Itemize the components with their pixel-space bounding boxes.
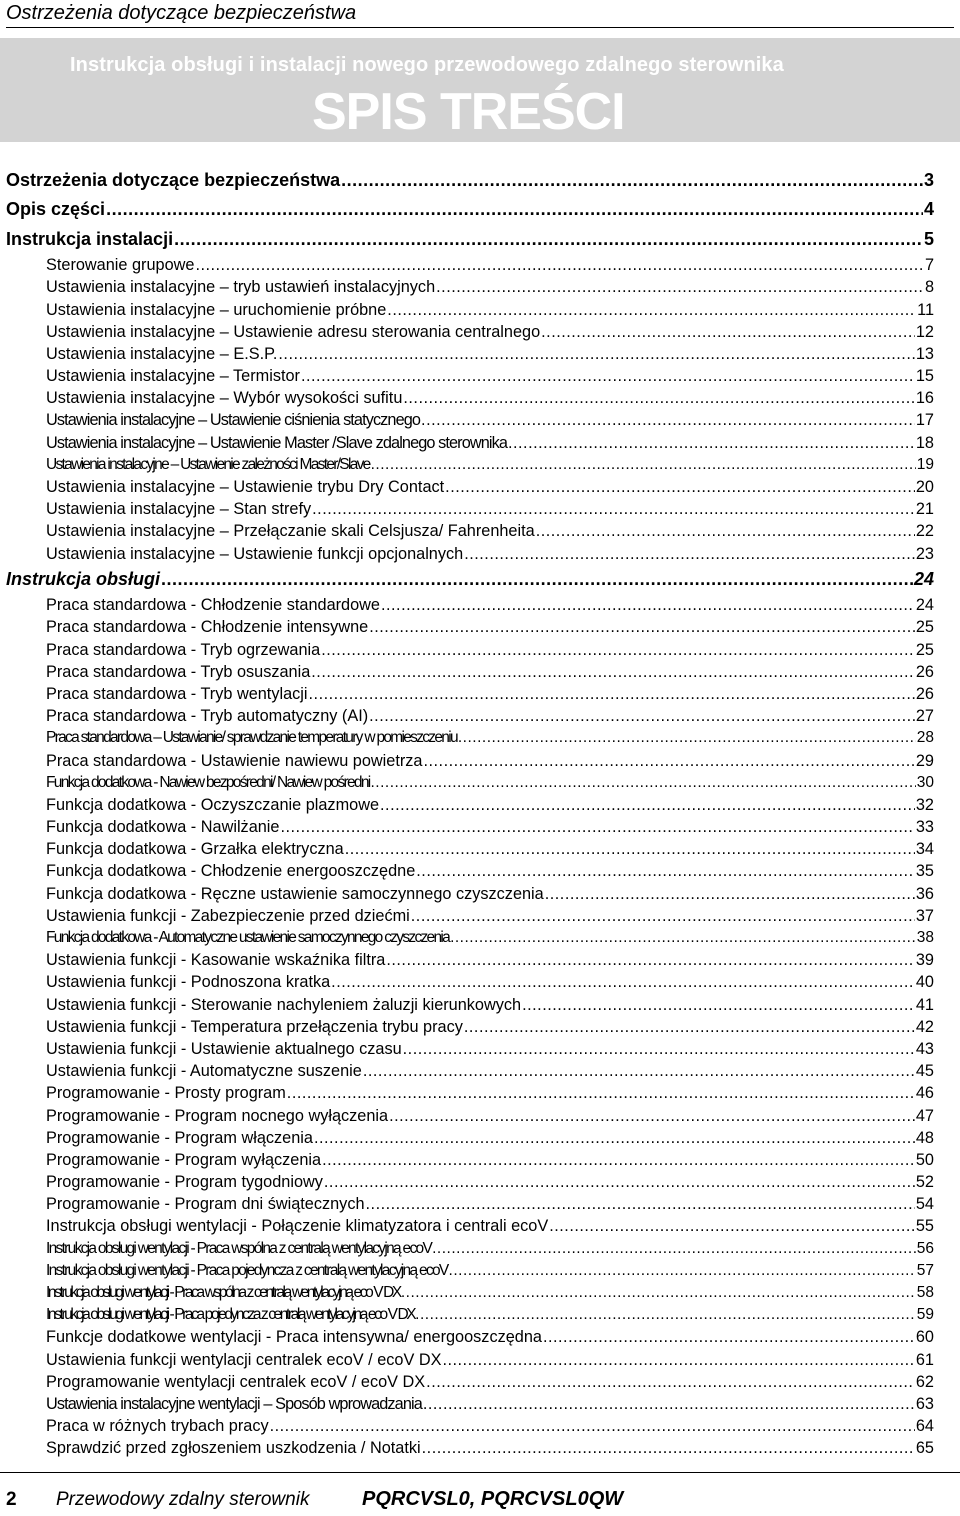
title-banner: [0, 38, 960, 142]
toc-leader-dots: [536, 520, 915, 542]
toc-entry[interactable]: [0, 927, 960, 949]
toc-page-number: 40: [915, 973, 934, 992]
toc-page-number: 16: [915, 389, 934, 408]
toc-page-number: 29: [915, 751, 934, 770]
toc-page-number: 23: [915, 544, 934, 563]
toc-entry[interactable]: [0, 794, 960, 816]
toc-leader-dots: [371, 454, 916, 476]
toc-entry-label: Sprawdzić przed zgłoszeniem uszkodzenia / Notatki: [46, 1439, 421, 1458]
toc-leader-dots: [416, 860, 915, 882]
toc-entry-label: Praca w różnych trybach pracy: [46, 1417, 269, 1436]
toc-leader-dots: [541, 321, 915, 343]
toc-entry[interactable]: [0, 195, 960, 224]
toc-entry-label: Praca standardowa - Tryb osuszania: [46, 662, 311, 681]
toc-page-number: 17: [915, 411, 934, 430]
toc-leader-dots: [314, 1127, 915, 1149]
toc-entry-label: Ustawienia funkcji - Temperatura przełączenia trybu pracy: [46, 1017, 463, 1036]
toc-entry-label: Praca standardowa – Ustawianie/ sprawdzanie temperatury w pomieszczeniu: [46, 729, 457, 747]
toc-page-number: 19: [916, 455, 934, 473]
toc-entry[interactable]: [0, 1326, 960, 1348]
toc-leader-dots: [426, 1371, 915, 1393]
toc-entry-label: Ustawienia funkcji - Ustawienie aktualnego czasu: [46, 1039, 402, 1058]
toc-page-number: 25: [915, 618, 934, 637]
toc-entry[interactable]: [0, 543, 960, 565]
toc-page-number: 7: [924, 256, 934, 275]
toc-entry-label: Praca standardowa - Tryb ogrzewania: [46, 640, 321, 659]
toc-entry-label: Praca standardowa - Chłodzenie intensywne: [46, 618, 369, 637]
toc-leader-dots: [545, 883, 915, 905]
toc-leader-dots: [386, 949, 915, 971]
toc-leader-dots: [522, 994, 915, 1016]
toc-leader-dots: [369, 705, 915, 727]
toc-page-number: 21: [915, 500, 934, 519]
toc-leader-dots: [161, 565, 913, 594]
toc-page-number: 8: [924, 278, 934, 297]
banner-subtitle: Instrukcja obsługi i instalacji nowego przewodowego zdalnego sterownika: [70, 54, 784, 76]
toc-page-number: 24: [915, 596, 934, 615]
toc-leader-dots: [389, 1105, 915, 1127]
toc-page-number: 32: [915, 795, 934, 814]
toc-entry-label: Praca standardowa - Tryb wentylacji: [46, 684, 308, 703]
toc-entry-label: Ustawienia funkcji - Kasowanie wskaźnika filtra: [46, 951, 386, 970]
toc-entry-label: Ustawienia instalacyjne – Termistor: [46, 367, 300, 386]
toc-entry-label: Sterowanie grupowe: [46, 256, 195, 275]
toc-page-number: 39: [915, 951, 934, 970]
toc-page-number: 25: [915, 640, 934, 659]
toc-page-number: 38: [916, 929, 934, 946]
toc-entry-label: Ustawienia instalacyjne – Przełączanie skali Celsjusza/ Fahrenheita: [46, 522, 535, 541]
toc-entry-label: Instrukcja obsługi wentylacji - Praca wspólna z centralą wentylacyjną eco V DX: [46, 1284, 400, 1301]
toc-entry[interactable]: [0, 905, 960, 927]
toc-page-number: 30: [916, 773, 934, 791]
toc-entry-label: Ustawienia instalacyjne – Ustawienie Master /Slave zdalnego sterownika: [46, 433, 507, 452]
toc-entry[interactable]: [0, 1016, 960, 1038]
toc-page-number: 50: [915, 1150, 934, 1169]
toc-leader-dots: [423, 1393, 915, 1415]
toc-leader-dots: [401, 1282, 916, 1304]
toc-entry-label: Praca standardowa - Tryb automatyczny (AI): [46, 707, 369, 726]
toc-entry[interactable]: [0, 750, 960, 772]
toc-page-number: 59: [916, 1306, 934, 1324]
toc-page-number: 26: [915, 684, 934, 703]
toc-entry[interactable]: [0, 1393, 960, 1415]
toc-entry[interactable]: [0, 321, 960, 343]
toc-page-number: 47: [915, 1106, 934, 1125]
toc-page-number: 45: [915, 1062, 934, 1081]
toc-leader-dots: [442, 1349, 914, 1371]
toc-entry[interactable]: [0, 1082, 960, 1104]
toc-entry-label: Ustawienia instalacyjne – Ustawienie adresu sterowania centralnego: [46, 322, 541, 341]
toc-leader-dots: [543, 1326, 915, 1348]
toc-page-number: 43: [915, 1039, 934, 1058]
toc-entry-label: Ustawienia instalacyjne – tryb ustawień instalacyjnych: [46, 278, 436, 297]
toc-page-number: 60: [915, 1328, 934, 1347]
toc-entry-label: Instrukcja obsługi: [6, 568, 161, 589]
toc-entry-label: Ustawienia instalacyjne – Wybór wysokości sufitu: [46, 389, 403, 408]
toc-entry-label: Ustawienia funkcji - Podnoszona kratka: [46, 973, 331, 992]
toc-entry[interactable]: [0, 225, 960, 254]
toc-page-number: 65: [915, 1439, 934, 1458]
page-footer: [0, 1472, 960, 1510]
toc-entry[interactable]: [0, 276, 960, 298]
toc-entry[interactable]: [0, 476, 960, 498]
toc-leader-dots: [280, 816, 914, 838]
toc-entry[interactable]: [0, 661, 960, 683]
toc-leader-dots: [403, 387, 915, 409]
toc-page-number: 48: [915, 1128, 934, 1147]
toc-page-number: 34: [915, 840, 934, 859]
toc-entry[interactable]: [0, 1282, 960, 1304]
page-header-title: Ostrzeżenia dotyczące bezpieczeństwa: [6, 2, 954, 28]
toc-page-number: 64: [915, 1417, 934, 1436]
toc-leader-dots: [464, 1016, 915, 1038]
toc-entry[interactable]: [0, 1238, 960, 1260]
toc-page-number: 22: [915, 522, 934, 541]
toc-entry[interactable]: [0, 1038, 960, 1060]
toc-page-number: 35: [915, 862, 934, 881]
toc-leader-dots: [341, 166, 923, 195]
toc-leader-dots: [403, 1038, 915, 1060]
toc-entry-label: Instrukcja obsługi wentylacji - Praca wspólna z centralą wentylacyjną ecoV: [46, 1239, 432, 1257]
toc-page-number: 42: [915, 1017, 934, 1036]
toc-entry-label: Programowanie - Program nocnego wyłączenia: [46, 1106, 389, 1125]
toc-page-number: 54: [915, 1195, 934, 1214]
toc-leader-dots: [331, 971, 915, 993]
toc-page-number: 52: [915, 1173, 934, 1192]
toc-leader-dots: [421, 409, 915, 431]
toc-entry-label: Funkcja dodatkowa - Chłodzenie energooszczędne: [46, 862, 416, 881]
toc-leader-dots: [415, 1304, 916, 1326]
toc-entry-label: Ustawienia instalacyjne wentylacji – Sposób wprowadzania: [46, 1394, 422, 1413]
toc-entry-label: Ustawienia funkcji - Automatyczne suszenie: [46, 1062, 362, 1081]
toc-page-number: 20: [915, 478, 934, 497]
toc-page-number: 5: [923, 228, 934, 249]
toc-entry[interactable]: [0, 520, 960, 542]
toc-entry[interactable]: [0, 705, 960, 727]
toc-entry-label: Ustawienia funkcji - Zabezpieczenie przed dziećmi: [46, 906, 410, 925]
toc-entry-label: Funkcja dodatkowa - Oczyszczanie plazmowe: [46, 795, 380, 814]
toc-entry-label: Funkcje dodatkowe wentylacji - Praca intensywna/ energooszczędna: [46, 1328, 542, 1347]
toc-entry[interactable]: [0, 1149, 960, 1171]
toc-leader-dots: [464, 543, 915, 565]
toc-page-number: 11: [917, 300, 934, 319]
toc-entry[interactable]: [0, 816, 960, 838]
toc-page-number: 3: [923, 170, 934, 190]
toc-entry[interactable]: [0, 432, 960, 454]
toc-entry[interactable]: [0, 594, 960, 616]
toc-leader-dots: [106, 195, 923, 224]
toc-leader-dots: [380, 794, 915, 816]
toc-page-number: 46: [915, 1084, 934, 1103]
toc-page-number: 24: [913, 568, 934, 589]
toc-leader-dots: [458, 727, 916, 749]
toc-page-number: 28: [916, 729, 934, 747]
banner-title: SPIS TREŚCI: [312, 83, 625, 141]
toc-page-number: 56: [916, 1239, 934, 1257]
table-of-contents: [0, 166, 960, 1460]
toc-entry[interactable]: [0, 454, 960, 476]
toc-leader-dots: [422, 1437, 915, 1459]
toc-entry-label: Programowanie - Program dni świątecznych: [46, 1195, 365, 1214]
toc-entry[interactable]: [0, 365, 960, 387]
toc-entry[interactable]: [0, 1215, 960, 1237]
toc-entry-label: Programowanie - Program włączenia: [46, 1128, 313, 1147]
toc-leader-dots: [322, 1149, 915, 1171]
toc-entry-label: Programowanie - Program tygodniowy: [46, 1173, 323, 1192]
toc-page-number: 33: [915, 818, 934, 837]
toc-leader-dots: [321, 639, 915, 661]
toc-leader-dots: [366, 1193, 915, 1215]
toc-entry-label: Funkcja dodatkowa - Grzałka elektryczna: [46, 840, 344, 859]
toc-leader-dots: [508, 432, 915, 454]
toc-leader-dots: [423, 750, 914, 772]
toc-entry[interactable]: [0, 860, 960, 882]
toc-entry[interactable]: [0, 1437, 960, 1459]
toc-page-number: 41: [915, 995, 934, 1014]
toc-entry-label: Praca standardowa - Ustawienie nawiewu powietrza: [46, 751, 423, 770]
toc-entry-label: Ustawienia instalacyjne – Ustawienie ciśnienia statycznego: [46, 411, 421, 430]
toc-leader-dots: [309, 683, 915, 705]
toc-entry[interactable]: [0, 683, 960, 705]
toc-leader-dots: [195, 254, 924, 276]
toc-leader-dots: [369, 616, 915, 638]
toc-entry-label: Ustawienia instalacyjne – Ustawienie trybu Dry Contact: [46, 478, 445, 497]
toc-entry[interactable]: [0, 498, 960, 520]
toc-leader-dots: [174, 225, 923, 254]
toc-entry-label: Ustawienia instalacyjne – Ustawienie zależności Master/Slave: [46, 455, 370, 473]
toc-entry[interactable]: [0, 1349, 960, 1371]
toc-page-number: 12: [915, 322, 934, 341]
toc-entry-label: Ustawienia instalacyjne – Ustawienie funkcji opcjonalnych: [46, 544, 464, 563]
toc-leader-dots: [436, 276, 924, 298]
toc-page-number: 15: [915, 367, 934, 386]
toc-entry[interactable]: [0, 949, 960, 971]
toc-leader-dots: [363, 1060, 915, 1082]
toc-entry[interactable]: [0, 616, 960, 638]
toc-leader-dots: [301, 365, 915, 387]
toc-entry-label: Instrukcja obsługi wentylacji - Praca pojedyncza z centralą wentylacyjną eco V DX: [46, 1306, 415, 1324]
toc-entry[interactable]: [0, 299, 960, 321]
toc-entry-label: Programowanie - Prosty program: [46, 1084, 286, 1103]
toc-entry[interactable]: [0, 971, 960, 993]
toc-entry[interactable]: [0, 639, 960, 661]
toc-page-number: 37: [915, 906, 934, 925]
toc-entry[interactable]: [0, 1415, 960, 1437]
toc-page-number: 62: [915, 1372, 934, 1391]
footer-model: PQRCVSL0, PQRCVSL0QW: [362, 1488, 624, 1510]
toc-entry-label: Funkcja dodatkowa - Ręczne ustawienie samoczynnego czyszczenia: [46, 884, 544, 903]
toc-entry[interactable]: [0, 727, 960, 749]
toc-entry[interactable]: [0, 1371, 960, 1393]
toc-page-number: 13: [915, 344, 934, 363]
toc-entry-label: Instrukcja obsługi wentylacji - Połączenie klimatyzatora i centrali ecoV: [46, 1217, 549, 1236]
toc-entry-label: Ostrzeżenia dotyczące bezpieczeństwa: [6, 170, 341, 190]
toc-entry-label: Ustawienia funkcji wentylacji centralek ecoV / ecoV DX: [46, 1350, 442, 1369]
toc-entry-label: Ustawienia instalacyjne – Stan strefy: [46, 500, 312, 519]
toc-leader-dots: [287, 1082, 915, 1104]
toc-entry-label: Funkcja dodatkowa - Nawiew bezpośredni/ Nawiew pośredni: [46, 773, 370, 791]
toc-entry[interactable]: [0, 166, 960, 195]
toc-leader-dots: [387, 299, 916, 321]
toc-entry-label: Programowanie - Program wyłączenia: [46, 1150, 322, 1169]
toc-page-number: 26: [915, 662, 934, 681]
toc-leader-dots: [270, 1415, 915, 1437]
toc-entry-label: Opis części: [6, 199, 106, 220]
toc-entry-label: Programowanie wentylacji centralek ecoV / ecoV DX: [46, 1372, 426, 1391]
toc-entry[interactable]: [0, 387, 960, 409]
toc-leader-dots: [445, 476, 915, 498]
toc-page-number: 61: [915, 1350, 934, 1369]
toc-leader-dots: [324, 1171, 915, 1193]
toc-leader-dots: [449, 1260, 916, 1282]
toc-entry[interactable]: [0, 409, 960, 431]
toc-entry-label: Instrukcja obsługi wentylacji - Praca pojedyncza z centralą wentylacyjną ecoV: [46, 1261, 448, 1279]
toc-entry-label: Ustawienia funkcji - Sterowanie nachyleniem żaluzji kierunkowych: [46, 995, 522, 1014]
toc-entry[interactable]: [0, 994, 960, 1016]
toc-page-number: 55: [915, 1217, 934, 1236]
toc-leader-dots: [411, 905, 915, 927]
footer-title: Przewodowy zdalny sterownik: [56, 1489, 310, 1510]
toc-leader-dots: [549, 1215, 915, 1237]
toc-page-number: 36: [915, 884, 934, 903]
toc-entry[interactable]: [0, 838, 960, 860]
toc-entry[interactable]: [0, 1171, 960, 1193]
toc-page-number: 57: [916, 1261, 934, 1279]
toc-entry-label: Funkcja dodatkowa - Automatyczne ustawienie samoczynnego czyszczenia: [46, 929, 450, 946]
toc-entry[interactable]: [0, 772, 960, 794]
toc-page-number: 63: [915, 1394, 934, 1413]
toc-entry-label: Funkcja dodatkowa - Nawilżanie: [46, 818, 280, 837]
footer-page-number: 2: [6, 1489, 17, 1510]
toc-entry[interactable]: [0, 254, 960, 276]
toc-entry-label: Ustawienia instalacyjne – uruchomienie próbne: [46, 300, 387, 319]
toc-leader-dots: [312, 498, 915, 520]
toc-entry[interactable]: [0, 1060, 960, 1082]
toc-entry[interactable]: [0, 343, 960, 365]
toc-entry[interactable]: [0, 1105, 960, 1127]
toc-leader-dots: [432, 1238, 916, 1260]
toc-leader-dots: [381, 594, 915, 616]
toc-page-number: 18: [915, 433, 934, 452]
toc-entry[interactable]: [0, 1304, 960, 1326]
toc-entry[interactable]: [0, 1260, 960, 1282]
toc-entry[interactable]: [0, 565, 960, 594]
toc-leader-dots: [278, 343, 914, 365]
toc-entry[interactable]: [0, 1127, 960, 1149]
toc-leader-dots: [450, 927, 916, 949]
toc-entry-label: Instrukcja instalacji: [6, 228, 174, 249]
toc-leader-dots: [311, 661, 915, 683]
toc-leader-dots: [345, 838, 915, 860]
toc-leader-dots: [371, 772, 916, 794]
toc-entry-label: Praca standardowa - Chłodzenie standardowe: [46, 596, 380, 615]
toc-page-number: 27: [915, 707, 934, 726]
toc-entry-label: Ustawienia instalacyjne – E.S.P.: [46, 344, 278, 363]
toc-entry[interactable]: [0, 1193, 960, 1215]
toc-page-number: 58: [916, 1284, 934, 1301]
toc-entry[interactable]: [0, 883, 960, 905]
toc-page-number: 4: [923, 199, 934, 220]
